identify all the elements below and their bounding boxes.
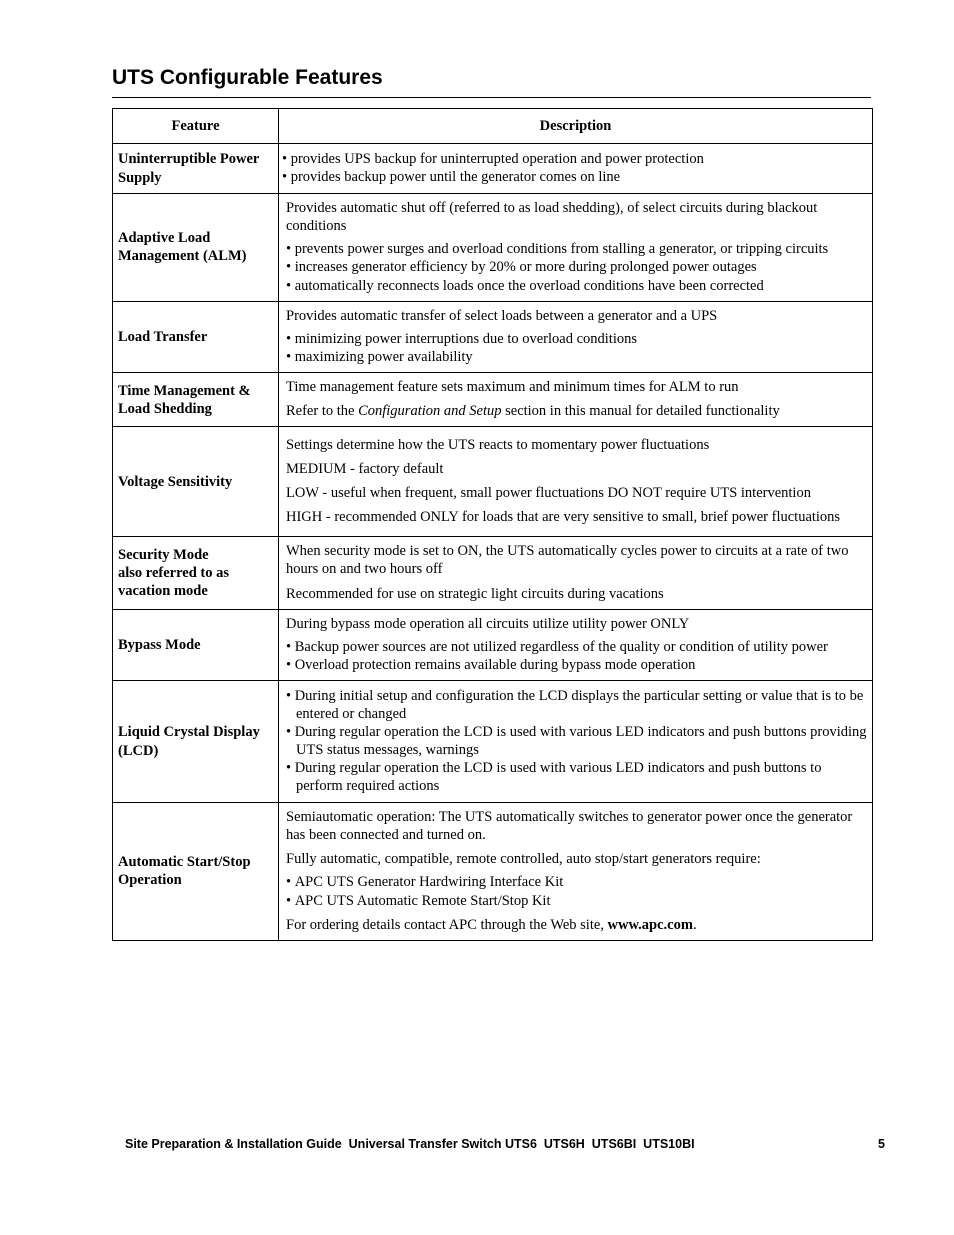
feature-name: Uninterruptible Power Supply	[113, 144, 279, 194]
table-row	[113, 427, 873, 537]
description-paragraph: When security mode is set to ON, the UTS automatically cycles power to circuits at a rate of two hours on and two hours off	[286, 543, 849, 578]
list-item: • provides UPS backup for uninterrupted operation and power protection	[282, 150, 868, 168]
feature-name: Time Management & Load Shedding	[113, 373, 279, 427]
bullet-list	[282, 150, 868, 186]
feature-description	[279, 144, 873, 194]
section-reference: Configuration and Setup	[358, 403, 502, 420]
table-row	[113, 609, 873, 680]
list-item: • minimizing power interruptions due to overload conditions	[286, 330, 868, 348]
description-paragraph: Semiautomatic operation: The UTS automatically switches to generator power once the generator has been connected and turned on.	[286, 809, 853, 844]
list-item: • increases generator efficiency by 20% or more during prolonged power outages	[286, 258, 868, 276]
description-paragraph: MEDIUM - factory default	[286, 461, 444, 478]
feature-description	[279, 537, 873, 609]
column-header-description: Description	[279, 109, 873, 144]
list-item: • During regular operation the LCD is used with various LED indicators and push buttons providing UTS status messages, warnings	[282, 723, 868, 759]
footer-guide-title: Site Preparation & Installation Guide Universal Transfer Switch UTS6 UTS6H UTS6BI UTS10BI	[125, 1137, 695, 1151]
feature-name-line: vacation mode	[118, 583, 208, 599]
feature-description	[279, 373, 873, 427]
feature-name: Voltage Sensitivity	[113, 427, 279, 537]
column-header-feature: Feature	[113, 109, 279, 144]
table-row	[113, 373, 873, 427]
feature-description	[279, 609, 873, 680]
list-item: • During regular operation the LCD is used with various LED indicators and push buttons to perform required actions	[282, 759, 868, 795]
feature-name: Automatic Start/Stop Operation	[113, 803, 279, 941]
table-row	[113, 681, 873, 803]
feature-name	[113, 537, 279, 609]
list-item: • automatically reconnects loads once the overload conditions have been corrected	[286, 277, 868, 295]
bullet-list	[282, 687, 868, 796]
list-item: • Overload protection remains available during bypass mode operation	[286, 656, 868, 674]
bullet-list	[286, 240, 868, 294]
bullet-list	[286, 330, 868, 366]
description-intro: Provides automatic shut off (referred to as load shedding), of select circuits during blackout conditions	[286, 200, 818, 235]
list-item: • APC UTS Automatic Remote Start/Stop Kit	[286, 892, 868, 910]
list-item: • During initial setup and configuration the LCD displays the particular setting or value that is to be entered or changed	[282, 687, 868, 723]
feature-name: Liquid Crystal Display (LCD)	[113, 681, 279, 803]
list-item: • Backup power sources are not utilized regardless of the quality or condition of utility power	[286, 638, 868, 656]
ordering-note: For ordering details contact APC through the Web site, www.apc.com.	[286, 916, 697, 933]
list-item: • maximizing power availability	[286, 348, 868, 366]
website-link[interactable]: www.apc.com	[607, 916, 693, 933]
page-title: UTS Configurable Features	[112, 66, 383, 89]
description-paragraph: Settings determine how the UTS reacts to momentary power fluctuations	[286, 437, 710, 453]
table-row	[113, 803, 873, 941]
description-paragraph: Recommended for use on strategic light circuits during vacations	[286, 585, 664, 602]
feature-description	[279, 301, 873, 372]
feature-name: Load Transfer	[113, 301, 279, 372]
table-row	[113, 301, 873, 372]
list-item: • prevents power surges and overload conditions from stalling a generator, or tripping circuits	[286, 240, 868, 258]
title-divider	[112, 97, 871, 98]
table-header-row	[113, 109, 873, 144]
feature-name-line: Security Mode	[118, 546, 209, 563]
description-intro: Provides automatic transfer of select loads between a generator and a UPS	[286, 307, 718, 324]
feature-name: Adaptive Load Management (ALM)	[113, 194, 279, 302]
feature-description	[279, 681, 873, 803]
description-paragraph: Fully automatic, compatible, remote controlled, auto stop/start generators require:	[286, 851, 761, 868]
feature-description	[279, 803, 873, 941]
feature-name-line: also referred to as	[118, 564, 230, 581]
feature-description	[279, 427, 873, 537]
feature-description	[279, 194, 873, 302]
list-item: • provides backup power until the generator comes on line	[282, 168, 868, 186]
description-reference: Refer to the Configuration and Setup section in this manual for detailed functionality	[286, 403, 780, 420]
page-number: 5	[878, 1137, 885, 1151]
bullet-list	[286, 638, 868, 674]
list-item: • APC UTS Generator Hardwiring Interface Kit	[286, 873, 868, 891]
table-row	[113, 194, 873, 302]
description-paragraph: Time management feature sets maximum and minimum times for ALM to run	[286, 379, 739, 395]
bullet-list	[286, 873, 868, 909]
features-table	[112, 108, 873, 941]
table-row	[113, 537, 873, 609]
description-paragraph: HIGH - recommended ONLY for loads that are very sensitive to small, brief power fluctuations	[286, 509, 841, 526]
description-intro: During bypass mode operation all circuits utilize utility power ONLY	[286, 615, 690, 632]
page-footer	[125, 1137, 885, 1151]
table-row	[113, 144, 873, 194]
description-paragraph: LOW - useful when frequent, small power fluctuations DO NOT require UTS intervention	[286, 485, 811, 502]
feature-name: Bypass Mode	[113, 609, 279, 680]
